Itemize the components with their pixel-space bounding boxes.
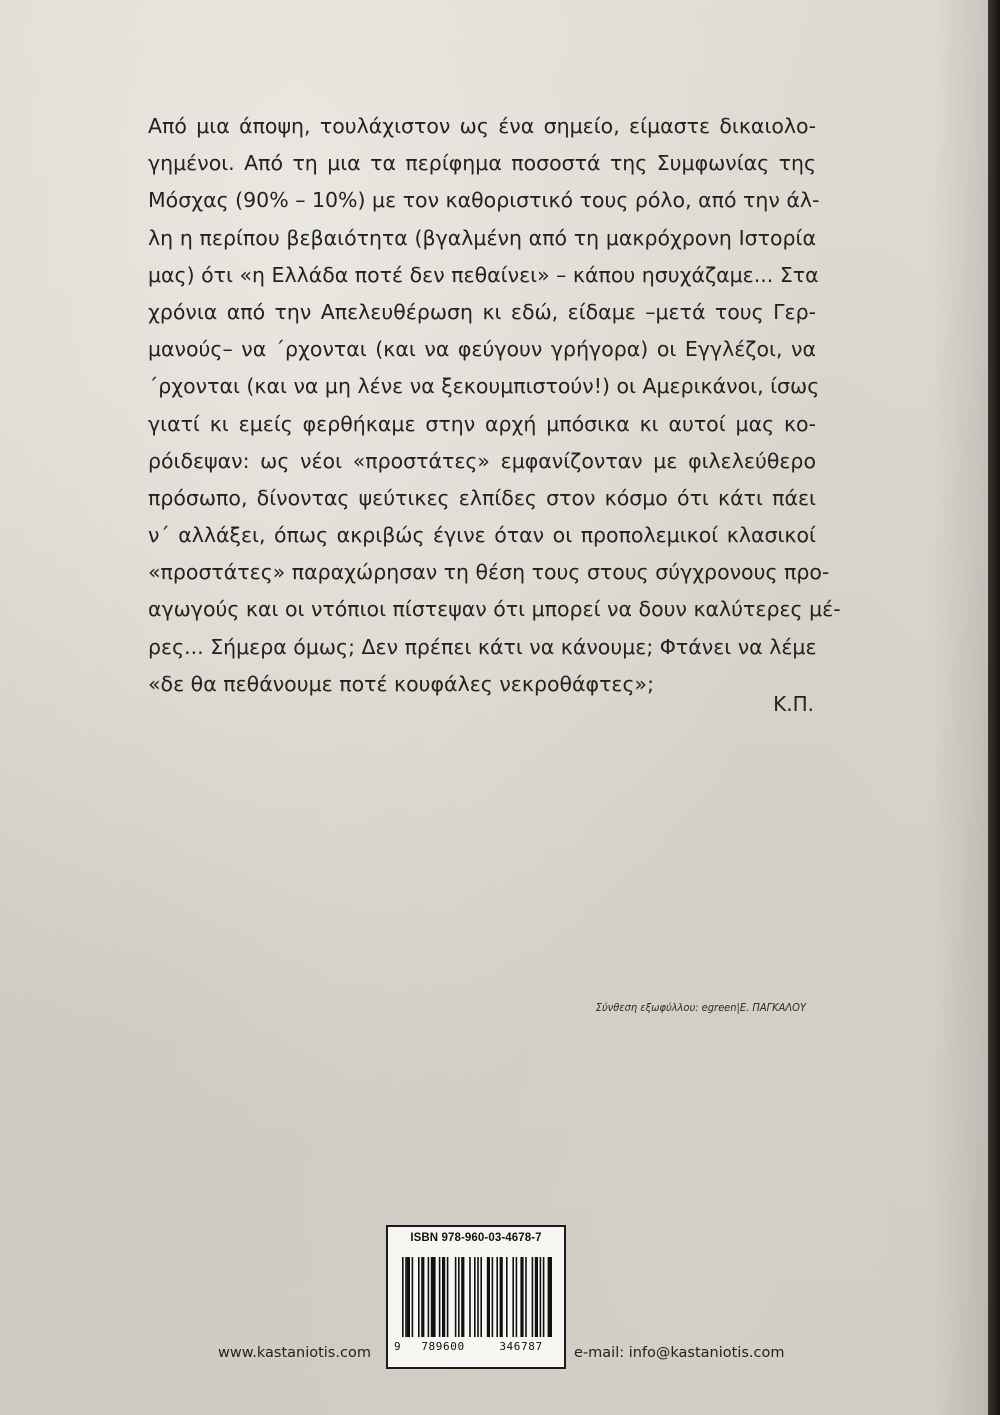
- blurb-line: λη η περίπου βεβαιότητα (βγαλμένη από τη μακρόχρονη Ιστορία: [148, 225, 816, 250]
- blurb-line: γημένοι. Από τη μια τα περίφημα ποσοστά της Συμφωνίας της: [148, 151, 816, 176]
- blurb-text: [148, 108, 841, 703]
- publisher-website: www.kastaniotis.com: [218, 1345, 371, 1361]
- blurb-line: μανούς– να ΄ρχονται (και να φεύγουν γρήγορα) οι Εγγλέζοι, να: [148, 337, 816, 362]
- book-spine-edge: [988, 0, 1000, 1415]
- blurb-line: ρες... Σήμερα όμως; Δεν πρέπει κάτι να κάνουμε; Φτάνει να λέμε: [148, 634, 817, 659]
- barcode-digit-group: 789600: [421, 1340, 465, 1353]
- blurb-line: Μόσχας (90% – 10%) με τον καθοριστικό τους ρόλο, από την άλ-: [148, 188, 820, 213]
- publisher-email: e-mail: info@kastaniotis.com: [574, 1345, 785, 1361]
- barcode-digits: [394, 1340, 560, 1353]
- isbn-barcode-box: [386, 1225, 566, 1369]
- blurb-line: «προστάτες» παραχώρησαν τη θέση τους στους σύγχρονους προ-: [148, 560, 830, 585]
- author-initials: Κ.Π.: [773, 692, 814, 716]
- blurb-line: ΄ρχονται (και να μη λένε να ξεκουμπιστούν!) οι Αμερικάνοι, ίσως: [148, 374, 820, 399]
- blurb-line: αγωγούς και οι ντόπιοι πίστεψαν ότι μπορεί να δουν καλύτερες μέ-: [148, 597, 841, 622]
- barcode-digit-lead: 9: [394, 1340, 401, 1353]
- barcode-digit-group: 346787: [499, 1340, 543, 1353]
- isbn-label: ISBN 978-960-03-4678-7: [410, 1232, 542, 1244]
- blurb-line: ρόιδεψαν: ως νέοι «προστάτες» εμφανίζονταν με φιλελεύθερο: [148, 448, 816, 473]
- barcode-image: [402, 1257, 552, 1345]
- blurb-line: «δε θα πεθάνουμε ποτέ κουφάλες νεκροθάφτες»;: [148, 671, 654, 696]
- blurb-line: χρόνια από την Απελευθέρωση κι εδώ, είδαμε –μετά τους Γερ-: [148, 299, 816, 324]
- cover-design-credit: Σύνθεση εξωφύλλου: egreen|Ε. ΠΑΓΚΑΛΟΥ: [595, 1001, 806, 1014]
- blurb-line: Από μια άποψη, τουλάχιστον ως ένα σημείο, είμαστε δικαιολο-: [148, 114, 816, 138]
- blurb-line: μας) ότι «η Ελλάδα ποτέ δεν πεθαίνει» – κάπου ησυχάζαμε... Στα: [148, 262, 819, 287]
- page-edge-shadow: [930, 0, 988, 1415]
- blurb-line: πρόσωπο, δίνοντας ψεύτικες ελπίδες στον κόσμο ότι κάτι πάει: [148, 485, 816, 510]
- blurb-line: ν΄ αλλάξει, όπως ακριβώς έγινε όταν οι προπολεμικοί κλασικοί: [148, 523, 816, 548]
- blurb-line: γιατί κι εμείς φερθήκαμε στην αρχή μπόσικα κι αυτοί μας κο-: [148, 411, 816, 436]
